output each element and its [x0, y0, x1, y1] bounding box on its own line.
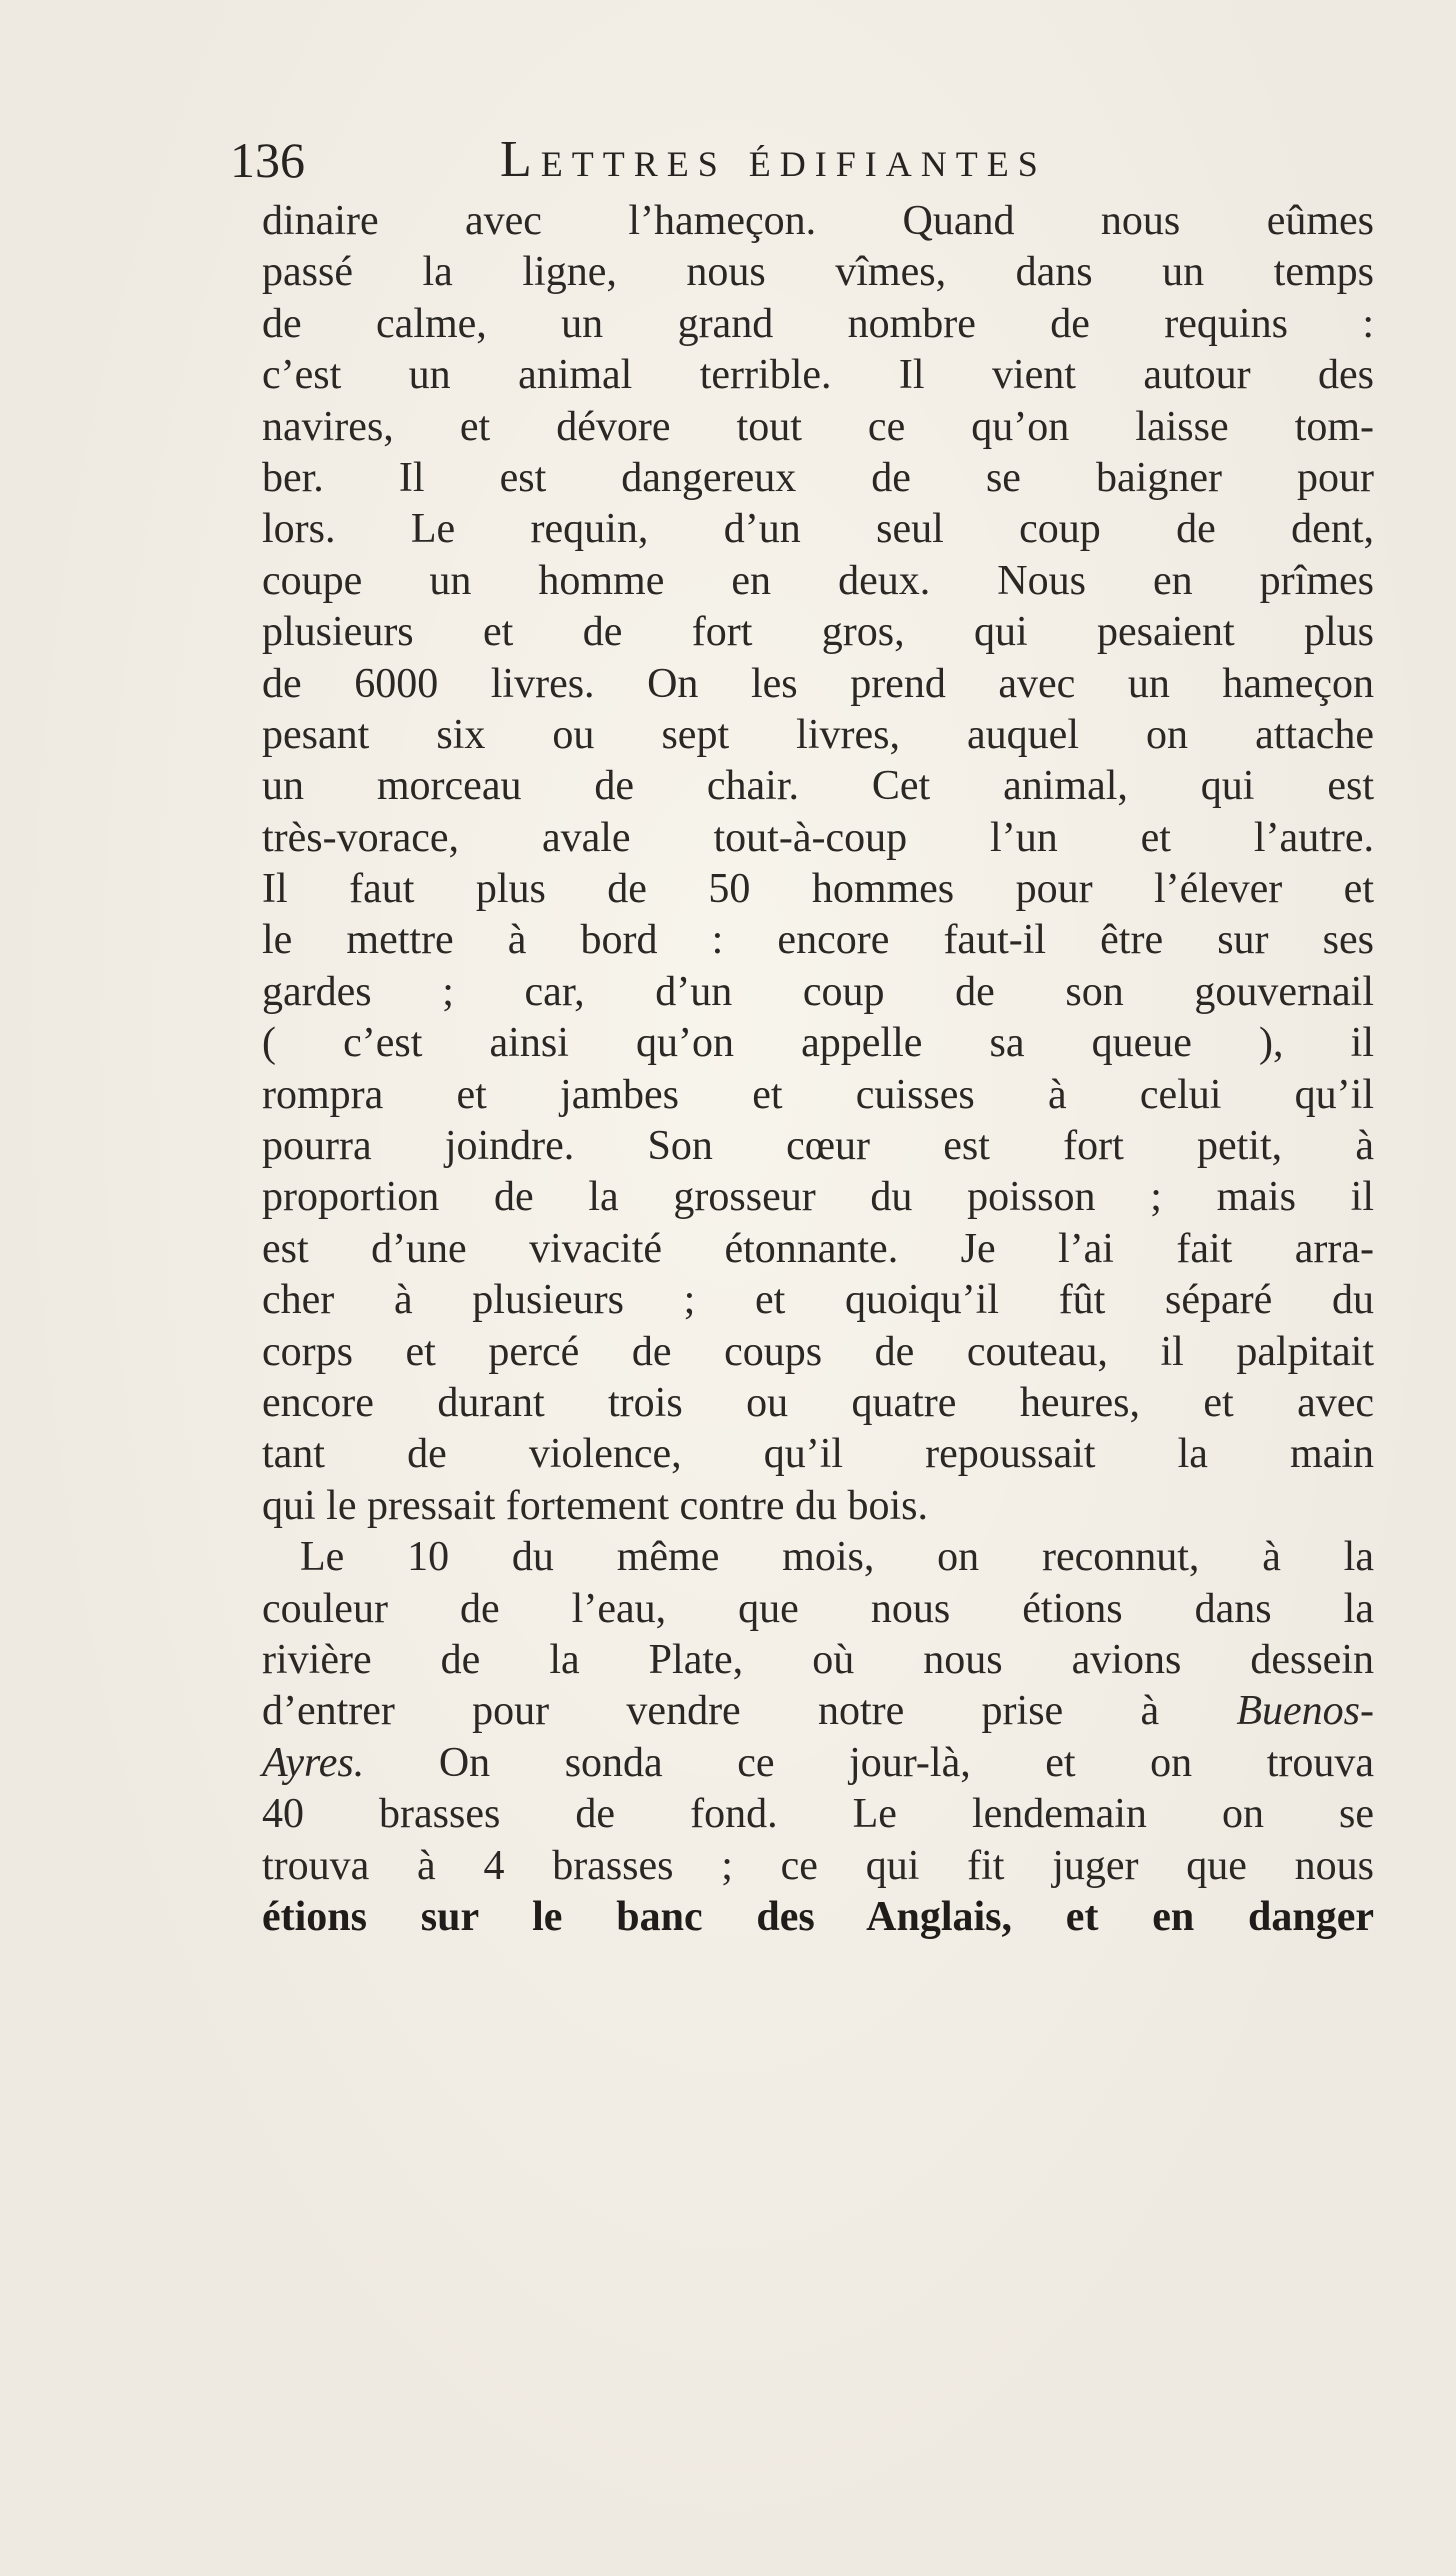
text-line: lors. Le requin, d’un seul coup de dent,: [262, 506, 1374, 553]
text-line: [262, 1686, 1374, 1737]
text-line: étions sur le banc des Anglais, et en danger: [262, 1893, 1374, 1940]
body-text: [262, 196, 1374, 1943]
paragraph-end-line: qui le pressait fortement contre du bois.: [262, 1482, 928, 1529]
running-title: Lettres édifiantes: [500, 131, 1047, 188]
text-line: pourra joindre. Son cœur est fort petit, à: [262, 1123, 1374, 1170]
text-line: 40 brasses de fond. Le lendemain on se: [262, 1791, 1374, 1838]
text-line: un morceau de chair. Cet animal, qui est: [262, 763, 1374, 810]
text-line: cher à plusieurs ; et quoiqu’il fût séparé du: [262, 1277, 1374, 1324]
text-line: tant de violence, qu’il repoussait la main: [262, 1431, 1374, 1478]
text-line: navires, et dévore tout ce qu’on laisse tom-: [262, 403, 1374, 450]
text-line: de 6000 livres. On les prend avec un hameçon: [262, 660, 1374, 707]
text-line: c’est un animal terrible. Il vient autour des: [262, 352, 1374, 399]
text-line: gardes ; car, d’un coup de son gouvernail: [262, 968, 1374, 1015]
text-line: ( c’est ainsi qu’on appelle sa queue ), il: [262, 1020, 1374, 1067]
text-line: est d’une vivacité étonnante. Je l’ai fait arra-: [262, 1225, 1374, 1272]
text-line: rompra et jambes et cuisses à celui qu’il: [262, 1071, 1374, 1118]
text-line: rivière de la Plate, où nous avions dessein: [262, 1636, 1374, 1683]
text-segment: On sonda ce jour-là, et on trouva: [364, 1739, 1374, 1786]
text-line: coupe un homme en deux. Nous en prîmes: [262, 557, 1374, 604]
italic-place-name: Buenos-: [1236, 1688, 1375, 1735]
text-line: Il faut plus de 50 hommes pour l’élever et: [262, 866, 1374, 913]
text-line: passé la ligne, nous vîmes, dans un temps: [262, 249, 1374, 296]
text-line: de calme, un grand nombre de requins :: [262, 300, 1374, 347]
text-line: trouva à 4 brasses ; ce qui fit juger que nous: [262, 1842, 1374, 1889]
running-head: [230, 125, 1220, 195]
text-line: ber. Il est dangereux de se baigner pour: [262, 454, 1374, 501]
italic-place-name: Ayres.: [262, 1739, 365, 1786]
text-line: plusieurs et de fort gros, qui pesaient plus: [262, 609, 1374, 656]
text-line: dinaire avec l’hameçon. Quand nous eûmes: [262, 198, 1374, 244]
page-number: 136: [230, 132, 305, 188]
text-line: encore durant trois ou quatre heures, et avec: [262, 1379, 1374, 1426]
text-line: couleur de l’eau, que nous étions dans la: [262, 1585, 1374, 1632]
text-segment: d’entrer pour vendre notre prise à: [262, 1688, 1160, 1735]
text-line: [262, 1738, 1374, 1789]
text-line: proportion de la grosseur du poisson ; mais il: [262, 1174, 1374, 1221]
text-line: corps et percé de coups de couteau, il palpitait: [262, 1328, 1374, 1375]
text-line: le mettre à bord : encore faut-il être sur ses: [262, 917, 1374, 964]
paragraph-start-line: Le 10 du même mois, on reconnut, à la: [300, 1534, 1374, 1581]
text-line: très-vorace, avale tout-à-coup l’un et l’autre.: [262, 814, 1374, 861]
text-line: pesant six ou sept livres, auquel on attache: [262, 711, 1374, 758]
